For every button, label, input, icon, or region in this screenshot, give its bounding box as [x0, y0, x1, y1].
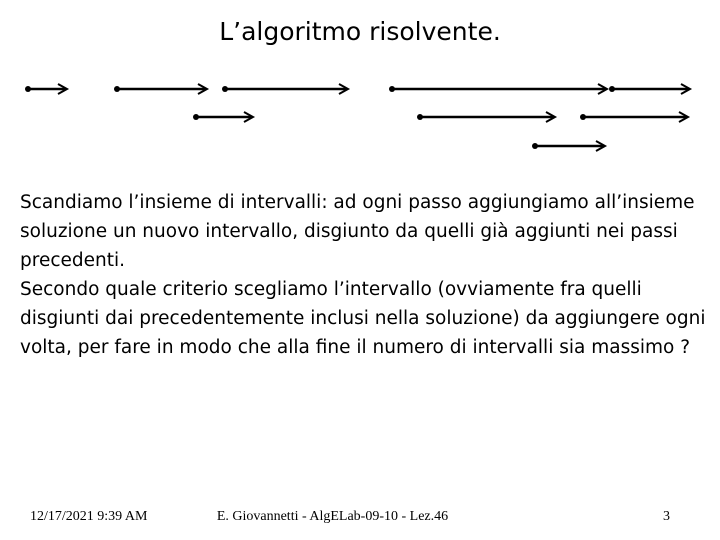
interval-arrow [222, 84, 348, 94]
interval-arrow [25, 84, 67, 94]
interval-arrow [193, 112, 253, 122]
footer-author: E. Giovannetti - AlgELab-09-10 - Lez.46 [216, 509, 449, 524]
interval-arrow [532, 141, 605, 151]
interval-arrow [389, 84, 607, 94]
interval-start-dot [193, 114, 199, 120]
paragraph-scan: Scandiamo l’insieme di intervalli: ad ogni passo aggiungiamo all’insieme soluzione un nuovo intervallo, disgiunto da quelli già aggiunti nei passi precedenti. [20, 192, 695, 271]
interval-start-dot [532, 143, 538, 149]
interval-start-dot [389, 86, 395, 92]
interval-start-dot [222, 86, 228, 92]
interval-start-dot [580, 114, 586, 120]
interval-arrow [114, 84, 207, 94]
paragraph-criterion: Secondo quale criterio scegliamo l’intervallo (ovviamente fra quelli disgiunti dai precedentemente inclusi nella soluzione) da aggiungere ogni volta, per fare in modo che alla fine il numero di intervalli sia massimo ? [20, 279, 706, 358]
interval-arrow [580, 112, 688, 122]
interval-arrow [417, 112, 555, 122]
interval-arrow [609, 84, 690, 94]
slide-title: L’algoritmo risolvente. [219, 17, 501, 46]
interval-start-dot [609, 86, 615, 92]
interval-start-dot [417, 114, 423, 120]
intervals-diagram [0, 0, 720, 170]
interval-start-dot [25, 86, 31, 92]
interval-start-dot [114, 86, 120, 92]
slide-body [20, 188, 710, 362]
footer-date: 12/17/2021 9:39 AM [30, 509, 148, 524]
footer-page-number: 3 [663, 509, 670, 524]
